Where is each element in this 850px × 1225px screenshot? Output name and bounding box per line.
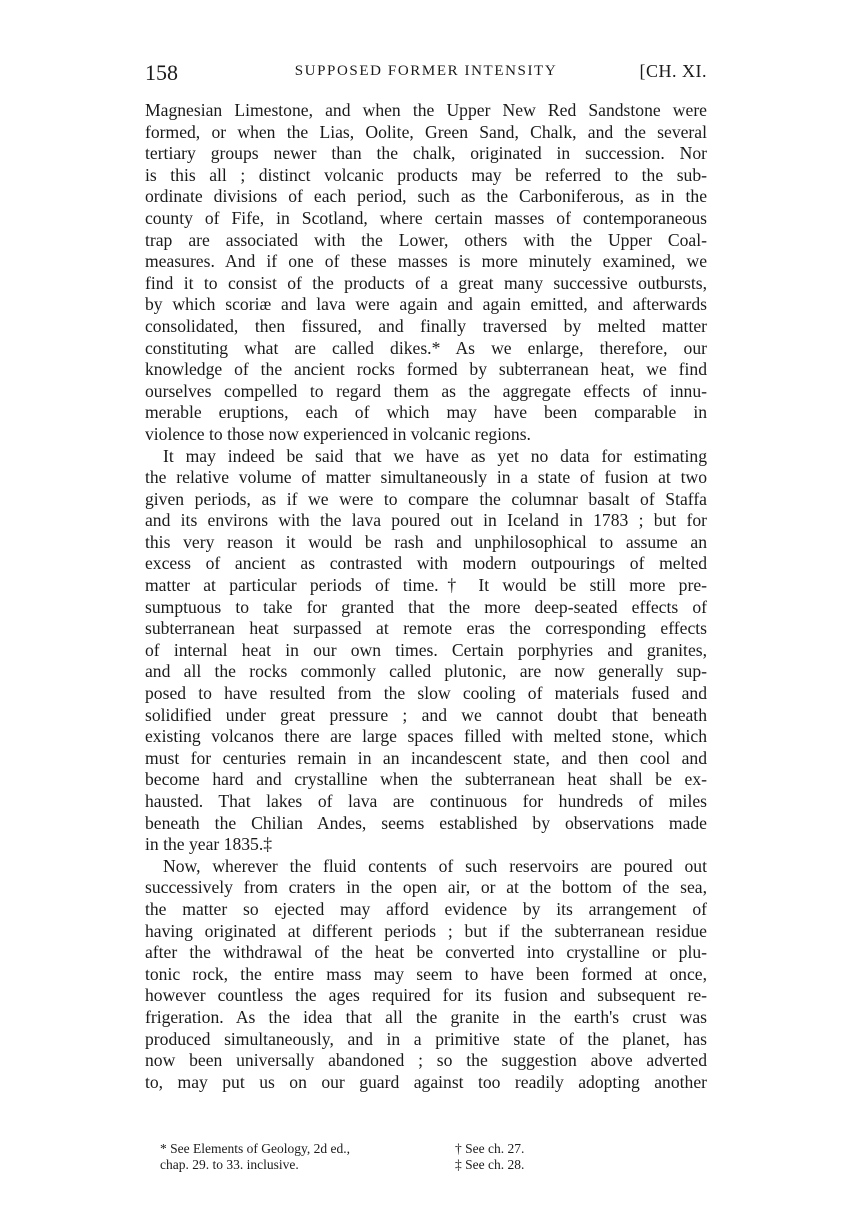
text-line: and all the rocks commonly called plutonic, are now generally sup-: [145, 661, 707, 682]
text-line: excess of ancient as contrasted with modern outpourings of melted: [145, 553, 707, 574]
footnotes: [160, 1141, 707, 1201]
text-line: ourselves compelled to regard them as the aggregate effects of innu-: [145, 380, 707, 401]
text-line: measures. And if one of these masses is more minutely examined, we: [145, 251, 707, 272]
text-line: to, may put us on our guard against too readily adopting another: [145, 1071, 707, 1092]
text-line: constituting what are called dikes.* As we enlarge, therefore, our: [145, 337, 707, 358]
text-line: this very reason it would be rash and unphilosophical to assume an: [145, 531, 707, 552]
text-line: now been universally abandoned ; so the suggestion above adverted: [145, 1050, 707, 1071]
footnote-double-dagger: ‡ See ch. 28.: [455, 1157, 525, 1172]
paragraph-start-line: Now, wherever the fluid contents of such reservoirs are poured out: [163, 855, 707, 876]
text-line: knowledge of the ancient rocks formed by subterranean heat, we find: [145, 359, 707, 380]
text-line: matter at particular periods of time.† It would be still more pre-: [145, 575, 707, 596]
text-line: the matter so ejected may afford evidence by its arrangement of: [145, 898, 707, 919]
text-line: frigeration. As the idea that all the granite in the earth's crust was: [145, 1006, 707, 1027]
text-line: posed to have resulted from the slow cooling of materials fused and: [145, 683, 707, 704]
footnote-star: [160, 1141, 450, 1173]
page-header: [145, 60, 707, 86]
chapter-reference: [CH. XI.: [639, 61, 707, 81]
text-line: county of Fife, in Scotland, where certain masses of contemporaneous: [145, 207, 707, 228]
text-line: become hard and crystalline when the subterranean heat shall be ex-: [145, 769, 707, 790]
body-text: [145, 100, 707, 1093]
text-line: after the withdrawal of the heat be converted into crystalline or plu-: [145, 942, 707, 963]
text-line: sumptuous to take for granted that the more deep-seated effects of: [145, 596, 707, 617]
text-line: hausted. That lakes of lava are continuous for hundreds of miles: [145, 791, 707, 811]
text-line: formed, or when the Lias, Oolite, Green Sand, Chalk, and the several: [145, 121, 707, 142]
text-line: tonic rock, the entire mass may seem to have been formed at once,: [145, 963, 707, 984]
text-line: of internal heat in our own times. Certain porphyries and granites,: [145, 639, 707, 660]
text-line: consolidated, then fissured, and finally traversed by melted matter: [145, 315, 707, 336]
text-line: having originated at different periods ; but if the subterranean residue: [145, 920, 707, 941]
page-number: 158: [145, 60, 178, 85]
text-line: merable eruptions, each of which may have been comparable in: [145, 402, 707, 423]
footnote-dagger: † See ch. 27.: [455, 1141, 525, 1156]
text-line: is this all ; distinct volcanic products may be referred to the sub-: [145, 164, 707, 185]
text-line: beneath the Chilian Andes, seems established by observations made: [145, 812, 707, 833]
footnote-line: * See Elements of Geology, 2d ed.,: [160, 1141, 350, 1156]
text-line: trap are associated with the Lower, others with the Upper Coal-: [145, 229, 707, 250]
text-line: find it to consist of the products of a great many successive outbursts,: [145, 272, 707, 293]
text-line: given periods, as if we were to compare the columnar basalt of Staffa: [145, 488, 707, 509]
text-line: ordinate divisions of each period, such as the Carboniferous, as in the: [145, 186, 707, 207]
text-line: by which scoriæ and lava were again and again emitted, and afterwards: [145, 294, 707, 315]
text-line: Magnesian Limestone, and when the Upper New Red Sandstone were: [145, 100, 707, 120]
footnote-line: chap. 29. to 33. inclusive.: [160, 1157, 299, 1172]
text-line: successively from craters in the open air, or at the bottom of the sea,: [145, 877, 707, 898]
text-line: tertiary groups newer than the chalk, originated in succession. Nor: [145, 143, 707, 164]
text-line: subterranean heat surpassed at remote eras the corresponding effects: [145, 618, 707, 639]
footnote-dagger-group: [455, 1141, 615, 1173]
text-line: the relative volume of matter simultaneously in a state of fusion at two: [145, 467, 707, 488]
running-title: SUPPOSED FORMER INTENSITY: [294, 63, 558, 79]
text-line: produced simultaneously, and in a primitive state of the planet, has: [145, 1028, 707, 1049]
paragraph-start-line: It may indeed be said that we have as yet no data for estimating: [163, 445, 707, 466]
paragraph-end-line: in the year 1835.‡: [145, 834, 273, 855]
text-line: must for centuries remain in an incandescent state, and then cool and: [145, 747, 707, 768]
paragraph-end-line: violence to those now experienced in volcanic regions.: [145, 423, 531, 444]
text-line: solidified under great pressure ; and we cannot doubt that beneath: [145, 704, 707, 725]
text-line: existing volcanos there are large spaces filled with melted stone, which: [145, 726, 707, 747]
text-line: however countless the ages required for its fusion and subsequent re-: [145, 985, 707, 1006]
text-line: and its environs with the lava poured out in Iceland in 1783 ; but for: [145, 510, 707, 531]
